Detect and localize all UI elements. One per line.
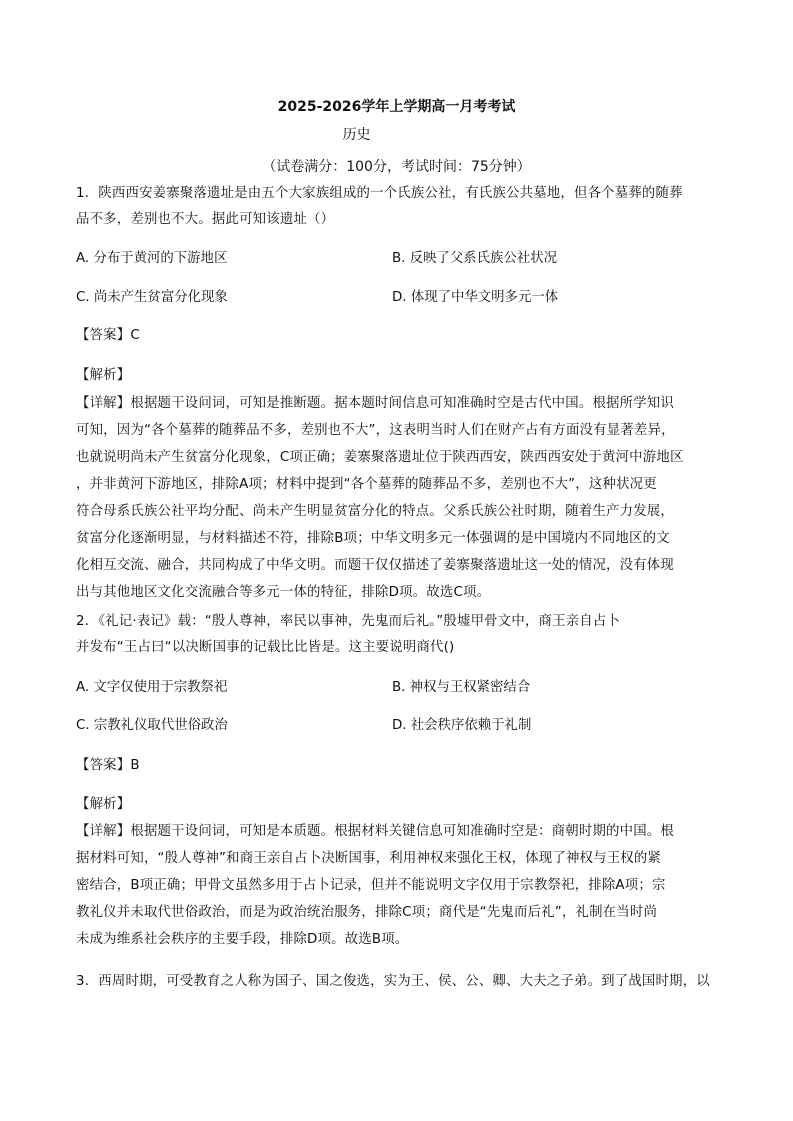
question-1-explanation-line: ，并非黄河下游地区，排除A项；材料中提到“各个墓葬的随葬品不多，差别也不大”，这种状况更 [76,477,657,492]
question-1-option-c: C. 尚未产生贫富分化现象 [76,290,228,305]
question-1-explanation-line: 也就说明尚未产生贫富分化现象，C项正确；姜寨聚落遗址位于陕西西安，陕西西安处于黄河中游地区 [76,450,684,465]
question-1-answer: 【答案】C [76,328,140,343]
question-2-analysis-label: 【解析】 [76,797,131,812]
question-3-stem-line: 3．西周时期，可受教育之人称为国子、国之俊选，实为王、侯、公、卿、大夫之子弟。到了战国时期，以 [76,974,710,989]
question-1-explanation-line: 贫富分化逐渐明显，与材料描述不符，排除B项；中华文明多元一体强调的是中国境内不同地区的文 [76,531,670,546]
question-2-explanation-line: 未成为维系社会秩序的主要手段，排除D项。故选B项。 [76,932,409,947]
question-2-explanation-line: 据材料可知，“殷人尊神”和商王亲自占卜决断国事，利用神权来强化王权，体现了神权与王权的紧 [76,851,662,866]
question-1-analysis-label: 【解析】 [76,368,131,383]
question-2-answer: 【答案】B [76,758,140,773]
question-2-explanation-line: 密结合，B项正确；甲骨文虽然多用于占卜记录，但并不能说明文字仅用于宗教祭祀，排除A项；宗 [76,878,666,893]
question-1-stem-line: 品不多，差别也不大。据此可知该遗址（） [76,212,335,227]
subject-label: 历史 [342,127,371,143]
question-1-explanation-line: 符合母系氏族公社平均分配、尚未产生明显贫富分化的特点。父系氏族公社时期，随着生产力发展， [76,504,674,519]
exam-meta: （试卷满分：100分，考试时间：75分钟） [262,159,531,175]
question-1-option-a: A. 分布于黄河的下游地区 [76,251,228,266]
question-1-option-d: D. 体现了中华文明多元一体 [392,290,559,305]
question-1-explanation-line: 【详解】根据题干设问词，可知是推断题。据本题时间信息可知准确时空是古代中国。根据所学知识 [76,396,674,411]
question-2-stem-line: 2．《礼记·表记》载：“殷人尊神，率民以事神，先鬼而后礼。”殷墟甲骨文中，商王亲自占卜 [76,614,621,629]
question-2-stem-line: 并发布“王占曰“以决断国事的记载比比皆是。这主要说明商代() [76,640,455,655]
question-2-option-b: B. 神权与王权紧密结合 [392,680,531,695]
subject-title [0,124,793,144]
question-2-option-a: A. 文字仅使用于宗教祭祀 [76,680,228,695]
question-1-explanation-line: 化相互交流、融合，共同构成了中华文明。而题干仅仅描述了姜寨聚落遗址这一处的情况，没有体现 [76,558,674,573]
question-1-option-b: B. 反映了父系氏族公社状况 [392,251,557,266]
question-2-option-c: C. 宗教礼仪取代世俗政治 [76,718,228,733]
question-1-stem-line: 1．陕西西安姜寨聚落遗址是由五个大家族组成的一个氏族公社，有氏族公共墓地，但各个墓葬的随葬 [76,186,683,201]
question-1-explanation-line: 可知，因为“各个墓葬的随葬品不多，差别也不大”，这表明当时人们在财产占有方面没有显著差异， [76,423,675,438]
question-2-option-d: D. 社会秩序依赖于礼制 [392,718,532,733]
question-2-explanation-line: 【详解】根据题干设问词，可知是本质题。根据材料关键信息可知准确时空是：商朝时期的中国。根 [76,824,674,839]
question-1-explanation-line: 出与其他地区文化交流融合等多元一体的特征，排除D项。故选C项。 [76,585,491,600]
question-2-explanation-line: 教礼仪并未取代世俗政治，而是为政治统治服务，排除C项；商代是“先鬼而后礼”，礼制在当时尚 [76,905,658,920]
exam-title: 2025-2026学年上学期高一月考考试 [277,99,516,115]
